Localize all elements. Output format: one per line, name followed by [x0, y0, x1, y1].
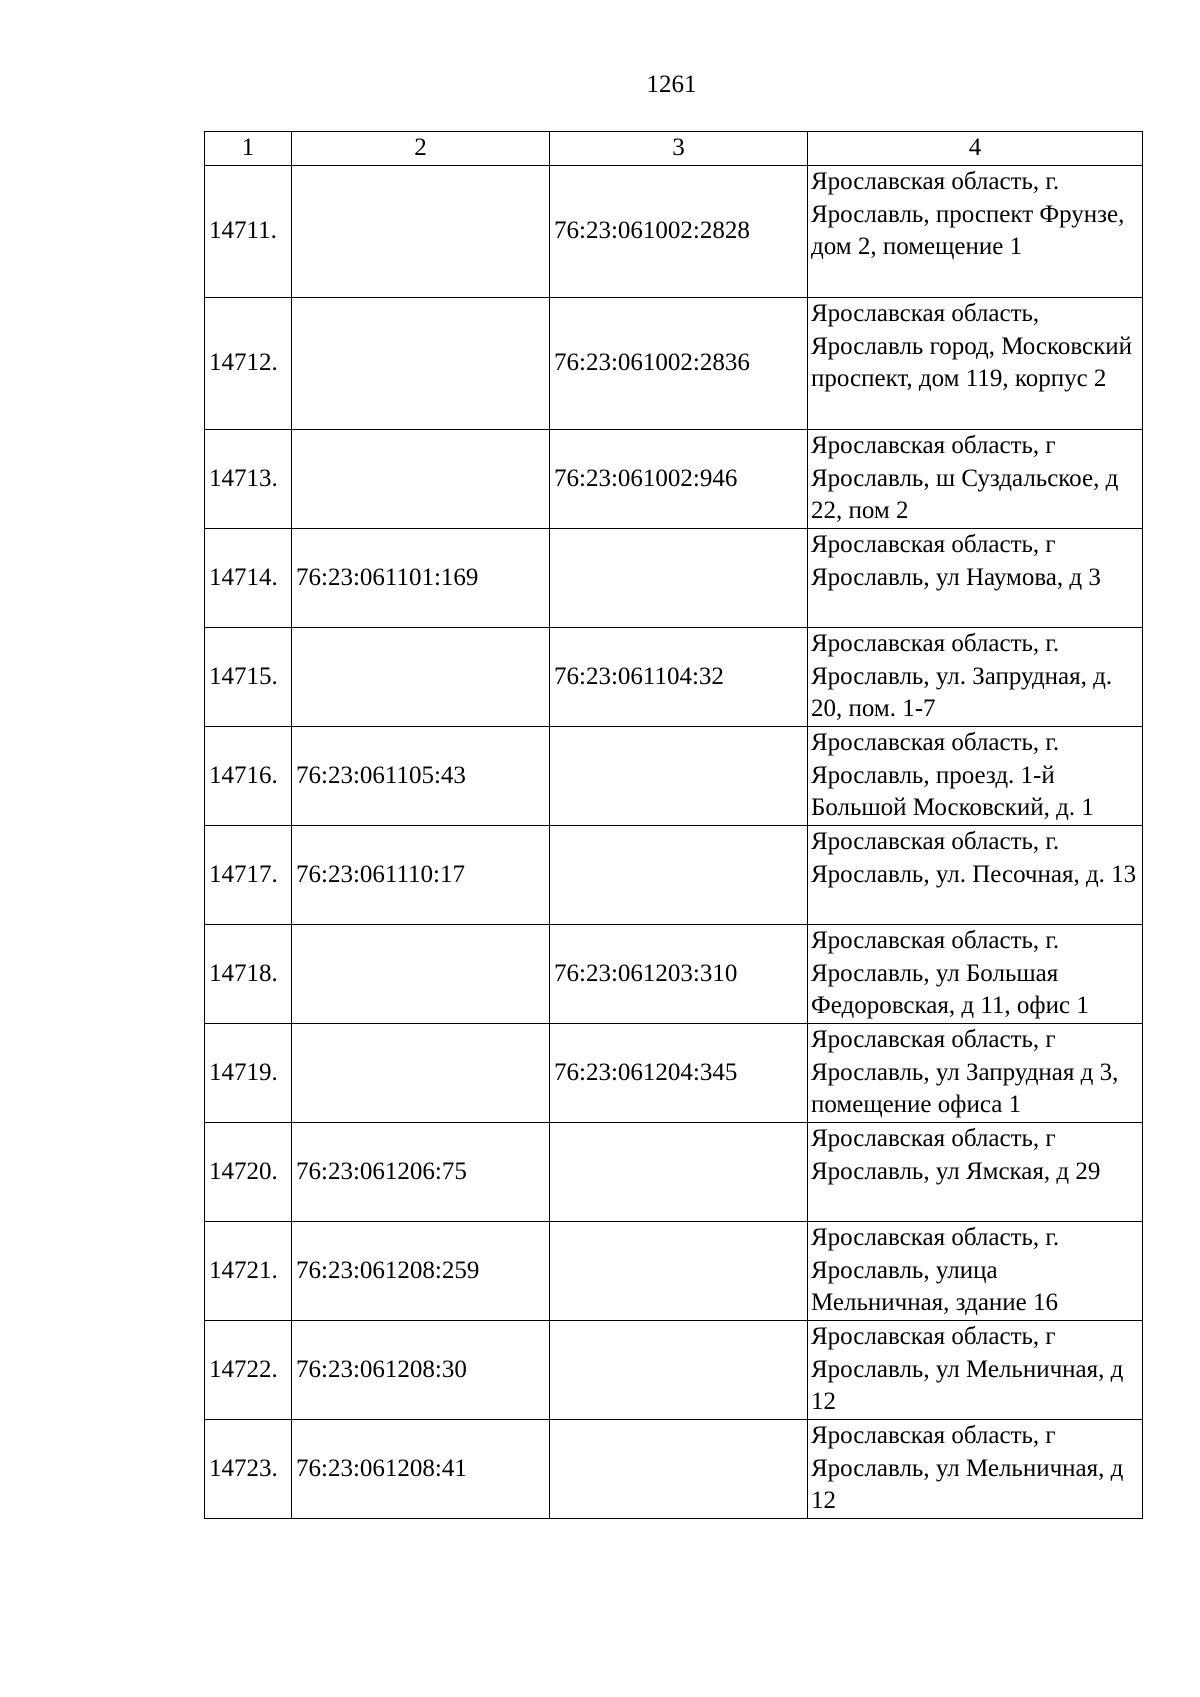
table-row: [205, 628, 1143, 727]
address: Ярославская область, г. Ярославль, ул Большая Федоровская, д 11, офис 1: [808, 925, 1143, 1024]
row-number: 14723.: [205, 1420, 292, 1519]
address: Ярославская область, Ярославль город, Московский проспект, дом 119, корпус 2: [808, 298, 1143, 430]
address: Ярославская область, г Ярославль, ул Ямская, д 29: [808, 1123, 1143, 1222]
address: Ярославская область, г Ярославль, ш Суздальское, д 22, пом 2: [808, 430, 1143, 529]
cadastral-number-col3: [550, 1123, 808, 1222]
table-row: [205, 529, 1143, 628]
row-number: 14721.: [205, 1222, 292, 1321]
page-number: 1261: [646, 71, 697, 98]
address: Ярославская область, г Ярославль, ул Мельничная, д 12: [808, 1321, 1143, 1420]
address: Ярославская область, г Ярославль, ул Мельничная, д 12: [808, 1420, 1143, 1519]
address: Ярославская область, г. Ярославль, улица Мельничная, здание 16: [808, 1222, 1143, 1321]
address: Ярославская область, г Ярославль, ул Запрудная д 3, помещение офиса 1: [808, 1024, 1143, 1123]
row-number: 14715.: [205, 628, 292, 727]
row-number: 14717.: [205, 826, 292, 925]
row-number: 14712.: [205, 298, 292, 430]
cadastral-number-col2: [292, 925, 550, 1024]
cadastral-number-col3: 76:23:061104:32: [550, 628, 808, 727]
address: Ярославская область, г. Ярославль, ул. Запрудная, д. 20, пом. 1-7: [808, 628, 1143, 727]
cadastral-number-col2: [292, 166, 550, 298]
row-number: 14711.: [205, 166, 292, 298]
table-row: [205, 727, 1143, 826]
cadastral-number-col2: 76:23:061206:75: [292, 1123, 550, 1222]
table-row: [205, 166, 1143, 298]
table-row: [205, 430, 1143, 529]
table-row: [205, 1321, 1143, 1420]
table-row: [205, 1420, 1143, 1519]
address: Ярославская область, г Ярославль, ул Наумова, д 3: [808, 529, 1143, 628]
column-header-4: 4: [808, 132, 1143, 166]
registry-table: [204, 131, 1143, 1519]
cadastral-number-col3: [550, 1222, 808, 1321]
row-number: 14713.: [205, 430, 292, 529]
cadastral-number-col3: 76:23:061204:345: [550, 1024, 808, 1123]
cadastral-number-col3: 76:23:061203:310: [550, 925, 808, 1024]
column-header-3: 3: [550, 132, 808, 166]
row-number: 14716.: [205, 727, 292, 826]
table-row: [205, 298, 1143, 430]
row-number: 14722.: [205, 1321, 292, 1420]
address: Ярославская область, г. Ярославль, проспект Фрунзе, дом 2, помещение 1: [808, 166, 1143, 298]
cadastral-number-col3: 76:23:061002:946: [550, 430, 808, 529]
cadastral-number-col3: [550, 529, 808, 628]
row-number: 14718.: [205, 925, 292, 1024]
cadastral-number-col3: [550, 1420, 808, 1519]
cadastral-number-col3: [550, 826, 808, 925]
row-number: 14714.: [205, 529, 292, 628]
cadastral-number-col2: [292, 430, 550, 529]
cadastral-number-col2: [292, 628, 550, 727]
row-number: 14719.: [205, 1024, 292, 1123]
cadastral-number-col3: [550, 1321, 808, 1420]
address: Ярославская область, г. Ярославль, проезд. 1-й Большой Московский, д. 1: [808, 727, 1143, 826]
row-number: 14720.: [205, 1123, 292, 1222]
column-header-2: 2: [292, 132, 550, 166]
table-row: [205, 1222, 1143, 1321]
column-header-1: 1: [205, 132, 292, 166]
cadastral-number-col2: 76:23:061110:17: [292, 826, 550, 925]
cadastral-number-col3: 76:23:061002:2828: [550, 166, 808, 298]
cadastral-number-col2: 76:23:061208:41: [292, 1420, 550, 1519]
address: Ярославская область, г. Ярославль, ул. Песочная, д. 13: [808, 826, 1143, 925]
table-header-row: [205, 132, 1143, 166]
cadastral-number-col2: [292, 1024, 550, 1123]
table-row: [205, 826, 1143, 925]
table-row: [205, 1024, 1143, 1123]
cadastral-number-col3: 76:23:061002:2836: [550, 298, 808, 430]
cadastral-number-col2: 76:23:061208:30: [292, 1321, 550, 1420]
cadastral-number-col3: [550, 727, 808, 826]
cadastral-number-col2: 76:23:061101:169: [292, 529, 550, 628]
table-row: [205, 925, 1143, 1024]
table-row: [205, 1123, 1143, 1222]
cadastral-number-col2: 76:23:061105:43: [292, 727, 550, 826]
cadastral-number-col2: [292, 298, 550, 430]
cadastral-number-col2: 76:23:061208:259: [292, 1222, 550, 1321]
